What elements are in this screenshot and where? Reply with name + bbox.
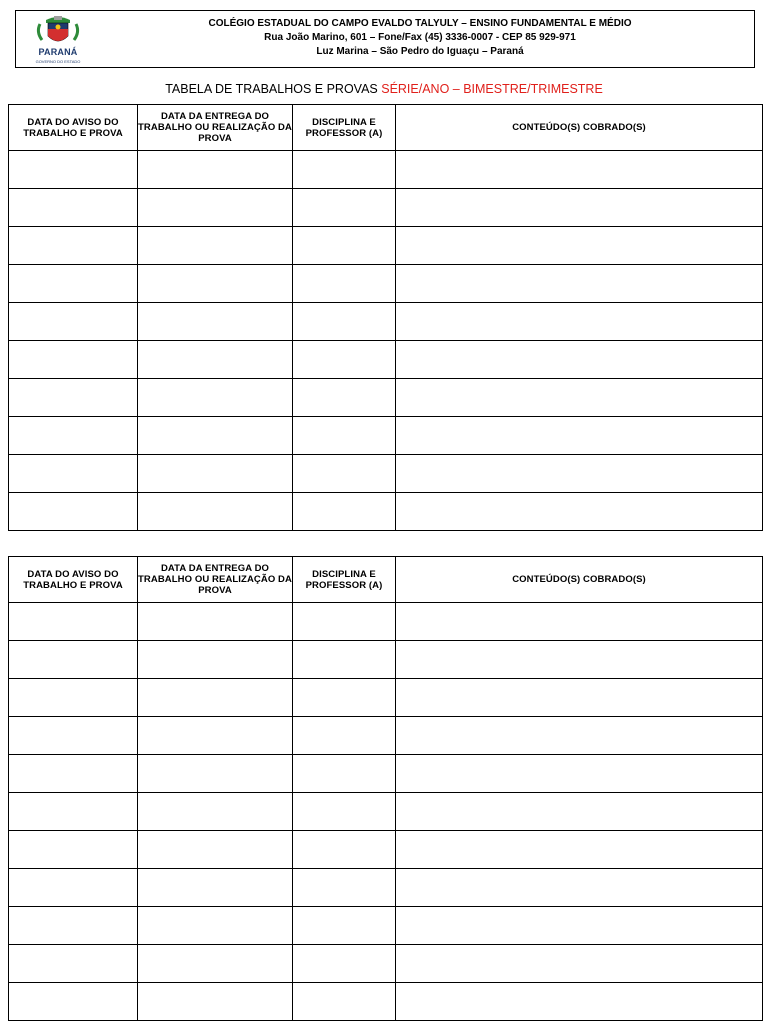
table-cell[interactable] [293,417,396,455]
column-header-delivery-date: DATA DA ENTREGA DO TRABALHO OU REALIZAÇÃO DA PROVA [138,105,293,151]
table-row [9,945,763,983]
column-header-content: CONTEÚDO(S) COBRADO(S) [396,105,763,151]
table-cell[interactable] [293,983,396,1021]
column-header-content: CONTEÚDO(S) COBRADO(S) [396,557,763,603]
column-header-notice-date: DATA DO AVISO DO TRABALHO E PROVA [9,557,138,603]
table-cell[interactable] [396,341,763,379]
table-header-row [9,557,763,603]
table-cell[interactable] [293,641,396,679]
table-cell[interactable] [9,455,138,493]
table-cell[interactable] [396,983,763,1021]
table-cell[interactable] [138,869,293,907]
logo-wordmark: PARANÁ [38,47,78,57]
table-cell[interactable] [138,151,293,189]
table-row [9,907,763,945]
coat-of-arms-icon [32,14,84,48]
table-cell[interactable] [293,455,396,493]
table-row [9,983,763,1021]
table-cell[interactable] [9,717,138,755]
table-cell[interactable] [9,983,138,1021]
table-cell[interactable] [138,265,293,303]
table-cell[interactable] [293,907,396,945]
assignments-table-1 [8,104,763,531]
table-row [9,455,763,493]
table-cell[interactable] [293,945,396,983]
table-body [9,603,763,1021]
table-cell[interactable] [396,679,763,717]
table-cell[interactable] [293,831,396,869]
column-header-subject-teacher: DISCIPLINA E PROFESSOR (A) [293,105,396,151]
table-cell[interactable] [396,227,763,265]
table-cell[interactable] [9,303,138,341]
table-cell[interactable] [138,493,293,531]
table-cell[interactable] [9,265,138,303]
table-cell[interactable] [396,869,763,907]
table-row [9,379,763,417]
table-cell[interactable] [138,983,293,1021]
table-cell[interactable] [396,303,763,341]
logo-subtext: GOVERNO DO ESTADO [35,59,81,64]
table-cell[interactable] [396,151,763,189]
table-cell[interactable] [293,493,396,531]
table-row [9,679,763,717]
table-row [9,717,763,755]
table-cell[interactable] [9,603,138,641]
table-cell[interactable] [293,679,396,717]
table-cell[interactable] [9,417,138,455]
table-row [9,755,763,793]
assignments-table-2 [8,556,763,1021]
parana-coat-of-arms-logo [32,14,84,66]
table-cell[interactable] [396,455,763,493]
table-cell[interactable] [293,265,396,303]
table-row [9,641,763,679]
title-highlight: SÉRIE/ANO – BIMESTRE/TRIMESTRE [381,82,603,96]
table-row [9,189,763,227]
table-cell[interactable] [396,189,763,227]
table-cell[interactable] [396,493,763,531]
table-cell[interactable] [293,341,396,379]
table-cell[interactable] [138,189,293,227]
table-row [9,341,763,379]
table-cell[interactable] [396,603,763,641]
table-cell[interactable] [138,379,293,417]
table-cell[interactable] [138,303,293,341]
table-body [9,151,763,531]
header-text-block [96,17,744,59]
table-cell[interactable] [293,303,396,341]
table-cell[interactable] [138,227,293,265]
table-cell[interactable] [138,417,293,455]
table-row [9,227,763,265]
table-cell[interactable] [9,493,138,531]
table-cell[interactable] [138,831,293,869]
table-cell[interactable] [9,341,138,379]
table-cell[interactable] [9,151,138,189]
table-cell[interactable] [396,907,763,945]
page-title [0,81,768,97]
table-cell[interactable] [138,455,293,493]
title-prefix: TABELA DE TRABALHOS E PROVAS [165,82,382,96]
table-cell[interactable] [138,945,293,983]
column-header-subject-teacher: DISCIPLINA E PROFESSOR (A) [293,557,396,603]
school-header [15,10,755,68]
table-row [9,793,763,831]
table-cell[interactable] [9,869,138,907]
table-cell[interactable] [293,793,396,831]
school-city: Luz Marina – São Pedro do Iguaçu – Paraná [316,46,524,57]
table-cell[interactable] [9,189,138,227]
table-cell[interactable] [9,641,138,679]
column-header-notice-date: DATA DO AVISO DO TRABALHO E PROVA [9,105,138,151]
table-cell[interactable] [138,641,293,679]
school-name: COLÉGIO ESTADUAL DO CAMPO EVALDO TALYULY – ENSINO FUNDAMENTAL E MÉDIO [208,18,632,29]
table-row [9,151,763,189]
table-row [9,869,763,907]
table-header-row [9,105,763,151]
table-cell[interactable] [396,379,763,417]
table-cell[interactable] [138,341,293,379]
table-cell[interactable] [138,603,293,641]
table-cell[interactable] [293,717,396,755]
table-cell[interactable] [138,755,293,793]
table-cell[interactable] [396,945,763,983]
table-row [9,831,763,869]
table-cell[interactable] [293,189,396,227]
table-row [9,303,763,341]
column-header-delivery-date: DATA DA ENTREGA DO TRABALHO OU REALIZAÇÃO DA PROVA [138,557,293,603]
table-cell[interactable] [9,755,138,793]
table-cell[interactable] [293,151,396,189]
table-cell[interactable] [396,265,763,303]
table-cell[interactable] [9,379,138,417]
table-cell[interactable] [9,227,138,265]
table-row [9,493,763,531]
table-cell[interactable] [9,831,138,869]
table-cell[interactable] [293,755,396,793]
table-row [9,265,763,303]
table-row [9,417,763,455]
table-cell[interactable] [9,945,138,983]
table-cell[interactable] [9,679,138,717]
table-cell[interactable] [9,907,138,945]
table-cell[interactable] [293,379,396,417]
table-cell[interactable] [138,793,293,831]
table-cell[interactable] [396,831,763,869]
table-cell[interactable] [396,641,763,679]
table-cell[interactable] [293,227,396,265]
table-cell[interactable] [396,717,763,755]
table-cell[interactable] [138,907,293,945]
table-cell[interactable] [138,717,293,755]
table-row [9,603,763,641]
table-cell[interactable] [293,869,396,907]
table-cell[interactable] [396,755,763,793]
table-cell[interactable] [396,793,763,831]
table-cell[interactable] [293,603,396,641]
table-cell[interactable] [396,417,763,455]
table-cell[interactable] [9,793,138,831]
school-address: Rua João Marino, 601 – Fone/Fax (45) 3336-0007 - CEP 85 929-971 [264,32,576,43]
table-cell[interactable] [138,679,293,717]
